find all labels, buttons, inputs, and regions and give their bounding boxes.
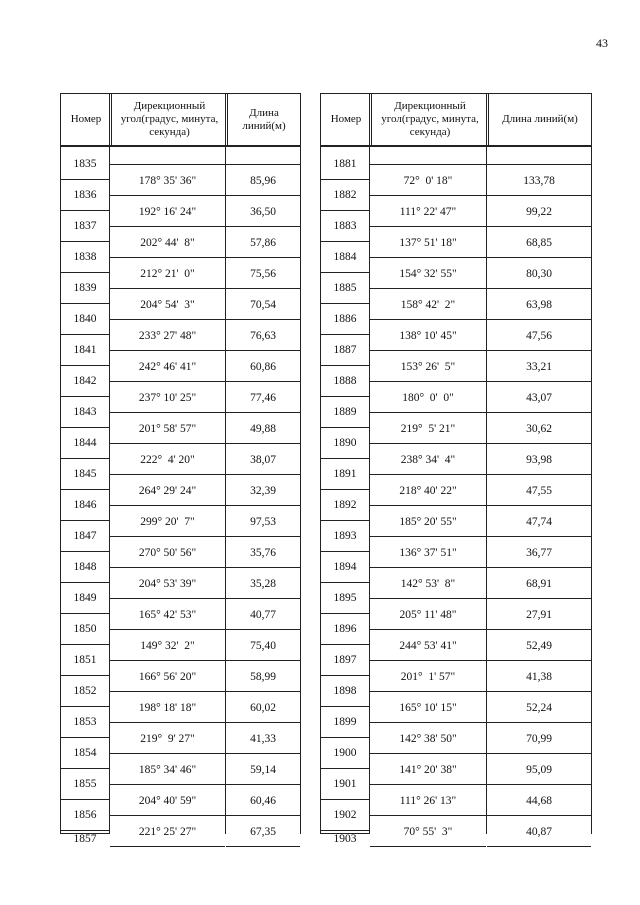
segment-angle: 242° 46' 41" xyxy=(138,360,197,373)
segment-angle: 72° 0' 18" xyxy=(403,174,453,187)
row-number: 1857 xyxy=(73,832,97,845)
segment-length: 47,74 xyxy=(526,515,552,528)
row-number: 1895 xyxy=(321,583,369,614)
row-number: 1882 xyxy=(321,180,369,211)
segment-angle: 165° 42' 53" xyxy=(138,608,197,621)
segment-angle: 154° 32' 55" xyxy=(399,267,457,280)
segment-angle: 270° 50' 56" xyxy=(138,546,197,559)
row-number: 1889 xyxy=(321,397,369,428)
segment-angle: 142° 38' 50" xyxy=(399,732,457,745)
segment-angle: 204° 40' 59" xyxy=(138,794,197,807)
row-number: 1843 xyxy=(61,397,109,428)
row-number: 1883 xyxy=(321,211,369,242)
segment-length: 32,39 xyxy=(250,484,276,497)
segment-angle: 111° 22' 47" xyxy=(399,205,457,218)
segment-length: 75,40 xyxy=(250,639,276,652)
segment-angle: 198° 18' 18" xyxy=(138,701,197,714)
segment-length: 36,77 xyxy=(526,546,552,559)
segment-length: 47,55 xyxy=(526,484,552,497)
segment-length: 75,56 xyxy=(250,267,276,280)
segment-angle: 165° 10' 15" xyxy=(399,701,457,714)
row-number: 1844 xyxy=(61,428,109,459)
row-number: 1837 xyxy=(61,211,109,242)
segment-length: 43,07 xyxy=(526,391,552,404)
segment-angle: 201° 58' 57" xyxy=(138,422,197,435)
row-number: 1836 xyxy=(61,180,109,211)
segment-angle: 142° 53' 8" xyxy=(400,577,456,590)
segment-length: 41,38 xyxy=(526,670,552,683)
segment-angle: 219° 5' 21" xyxy=(400,422,456,435)
segment-angle: 221° 25' 27" xyxy=(138,825,197,838)
segment-length: 30,62 xyxy=(526,422,552,435)
segment-length: 60,02 xyxy=(250,701,276,714)
row-number: 1838 xyxy=(61,242,109,273)
row-number: 1840 xyxy=(61,304,109,335)
row-divider xyxy=(226,846,300,847)
segment-length: 60,46 xyxy=(250,794,276,807)
segment-length: 52,49 xyxy=(526,639,552,652)
row-number: 1890 xyxy=(321,428,369,459)
segment-angle: 204° 53' 39" xyxy=(138,577,197,590)
row-number: 1841 xyxy=(61,335,109,366)
row-number: 1888 xyxy=(321,366,369,397)
segment-angle: 212° 21' 0" xyxy=(140,267,195,280)
segment-angle: 202° 44' 8" xyxy=(140,236,195,249)
row-number: 1848 xyxy=(61,552,109,583)
row-number: 1893 xyxy=(321,521,369,552)
row-divider xyxy=(226,164,300,165)
header-number: Номер xyxy=(330,113,362,125)
segment-length: 97,53 xyxy=(250,515,276,528)
segment-length: 57,86 xyxy=(250,236,276,249)
segment-length: 77,46 xyxy=(250,391,276,404)
segment-length: 49,88 xyxy=(250,422,276,435)
header-divider xyxy=(320,146,592,147)
segment-angle: 238° 34' 4" xyxy=(400,453,456,466)
segment-length: 47,56 xyxy=(526,329,552,342)
segment-angle: 70° 55' 3" xyxy=(403,825,453,838)
segment-angle: 204° 54' 3" xyxy=(140,298,195,311)
segment-length: 59,14 xyxy=(250,763,276,776)
row-divider xyxy=(487,846,591,847)
row-number: 1845 xyxy=(61,459,109,490)
row-number: 1894 xyxy=(321,552,369,583)
row-number: 1887 xyxy=(321,335,369,366)
segment-length: 27,91 xyxy=(526,608,552,621)
row-number: 1846 xyxy=(61,490,109,521)
row-number: 1854 xyxy=(61,738,109,769)
segment-length: 60,86 xyxy=(250,360,276,373)
row-divider xyxy=(370,164,486,165)
angle-column xyxy=(110,93,226,838)
row-number: 1849 xyxy=(61,583,109,614)
row-divider xyxy=(110,846,225,847)
segment-angle: 180° 0' 0" xyxy=(402,391,454,404)
segment-angle: 244° 53' 41" xyxy=(399,639,457,652)
segment-angle: 233° 27' 48" xyxy=(138,329,197,342)
header-number: Номер xyxy=(70,113,102,125)
row-divider xyxy=(487,164,591,165)
header-angle: Дирекционный угол(градус, минута, секунда) xyxy=(371,94,488,145)
row-number: 1851 xyxy=(61,645,109,676)
row-number: 1885 xyxy=(321,273,369,304)
header-divider xyxy=(60,146,301,147)
segment-angle: 136° 37' 51" xyxy=(399,546,457,559)
segment-length: 80,30 xyxy=(526,267,552,280)
segment-angle: 219° 9' 27" xyxy=(140,732,195,745)
row-number: 1847 xyxy=(61,521,109,552)
segment-angle: 185° 20' 55" xyxy=(399,515,457,528)
segment-angle: 264° 29' 24" xyxy=(138,484,197,497)
segment-length: 52,24 xyxy=(526,701,552,714)
segment-angle: 237° 10' 25" xyxy=(138,391,197,404)
segment-length: 38,07 xyxy=(250,453,276,466)
segment-angle: 218° 40' 22" xyxy=(399,484,457,497)
segment-length: 36,50 xyxy=(250,205,276,218)
row-number: 1856 xyxy=(61,800,109,831)
row-number: 1886 xyxy=(321,304,369,335)
segment-angle: 222° 4' 20" xyxy=(140,453,195,466)
row-divider xyxy=(110,164,225,165)
row-number: 1852 xyxy=(61,676,109,707)
segment-length: 85,96 xyxy=(250,174,276,187)
row-number: 1897 xyxy=(321,645,369,676)
row-number: 1842 xyxy=(61,366,109,397)
segment-angle: 137° 51' 18" xyxy=(399,236,457,249)
segment-length: 63,98 xyxy=(526,298,552,311)
segment-angle: 111° 26' 13" xyxy=(399,794,457,807)
segment-angle: 158° 42' 2" xyxy=(400,298,456,311)
length-column xyxy=(487,93,592,838)
row-number: 1835 xyxy=(61,149,109,180)
segment-length: 68,91 xyxy=(526,577,552,590)
row-number: 1896 xyxy=(321,614,369,645)
angle-column xyxy=(370,93,487,838)
table-header xyxy=(320,93,592,146)
number-column xyxy=(320,93,370,845)
segment-length: 33,21 xyxy=(526,360,552,373)
segment-angle: 149° 32' 2" xyxy=(140,639,195,652)
segment-length: 35,76 xyxy=(250,546,276,559)
header-length: Длина линий(м) xyxy=(488,94,591,145)
row-number: 1853 xyxy=(61,707,109,738)
segment-length: 58,99 xyxy=(250,670,276,683)
page-number: 43 xyxy=(596,36,608,50)
segment-length: 76,63 xyxy=(250,329,276,342)
row-divider xyxy=(370,846,486,847)
header-angle: Дирекционный угол(градус, минута, секунда) xyxy=(111,94,227,145)
row-number: 1900 xyxy=(321,738,369,769)
length-column xyxy=(226,93,301,838)
table-header xyxy=(60,93,301,146)
segment-angle: 185° 34' 46" xyxy=(138,763,197,776)
segment-length: 40,77 xyxy=(250,608,276,621)
segment-angle: 166° 56' 20" xyxy=(138,670,197,683)
number-column xyxy=(60,93,110,845)
segment-angle: 192° 16' 24" xyxy=(138,205,197,218)
row-number: 1902 xyxy=(321,800,369,831)
segment-angle: 205° 11' 48" xyxy=(399,608,457,621)
segment-length: 68,85 xyxy=(526,236,552,249)
row-number: 1881 xyxy=(321,149,369,180)
row-number: 1884 xyxy=(321,242,369,273)
segment-length: 99,22 xyxy=(526,205,552,218)
segment-length: 35,28 xyxy=(250,577,276,590)
segment-length: 70,99 xyxy=(526,732,552,745)
row-number: 1839 xyxy=(61,273,109,304)
row-number: 1891 xyxy=(321,459,369,490)
segment-angle: 153° 26' 5" xyxy=(400,360,456,373)
row-number: 1850 xyxy=(61,614,109,645)
segment-length: 44,68 xyxy=(526,794,552,807)
segment-length: 93,98 xyxy=(526,453,552,466)
segment-angle: 138° 10' 45" xyxy=(399,329,457,342)
segment-angle: 178° 35' 36" xyxy=(138,174,197,187)
segment-angle: 201° 1' 57" xyxy=(400,670,456,683)
header-length: Длина линий(м) xyxy=(227,94,300,145)
segment-length: 95,09 xyxy=(526,763,552,776)
segment-length: 40,87 xyxy=(526,825,552,838)
row-number: 1901 xyxy=(321,769,369,800)
segment-length: 41,33 xyxy=(250,732,276,745)
row-number: 1903 xyxy=(333,832,357,845)
row-number: 1898 xyxy=(321,676,369,707)
row-number: 1855 xyxy=(61,769,109,800)
segment-angle: 141° 20' 38" xyxy=(399,763,457,776)
row-number: 1899 xyxy=(321,707,369,738)
segment-length: 133,78 xyxy=(523,174,555,187)
segment-angle: 299° 20' 7" xyxy=(140,515,195,528)
row-number: 1892 xyxy=(321,490,369,521)
segment-length: 67,35 xyxy=(250,825,276,838)
segment-length: 70,54 xyxy=(250,298,276,311)
